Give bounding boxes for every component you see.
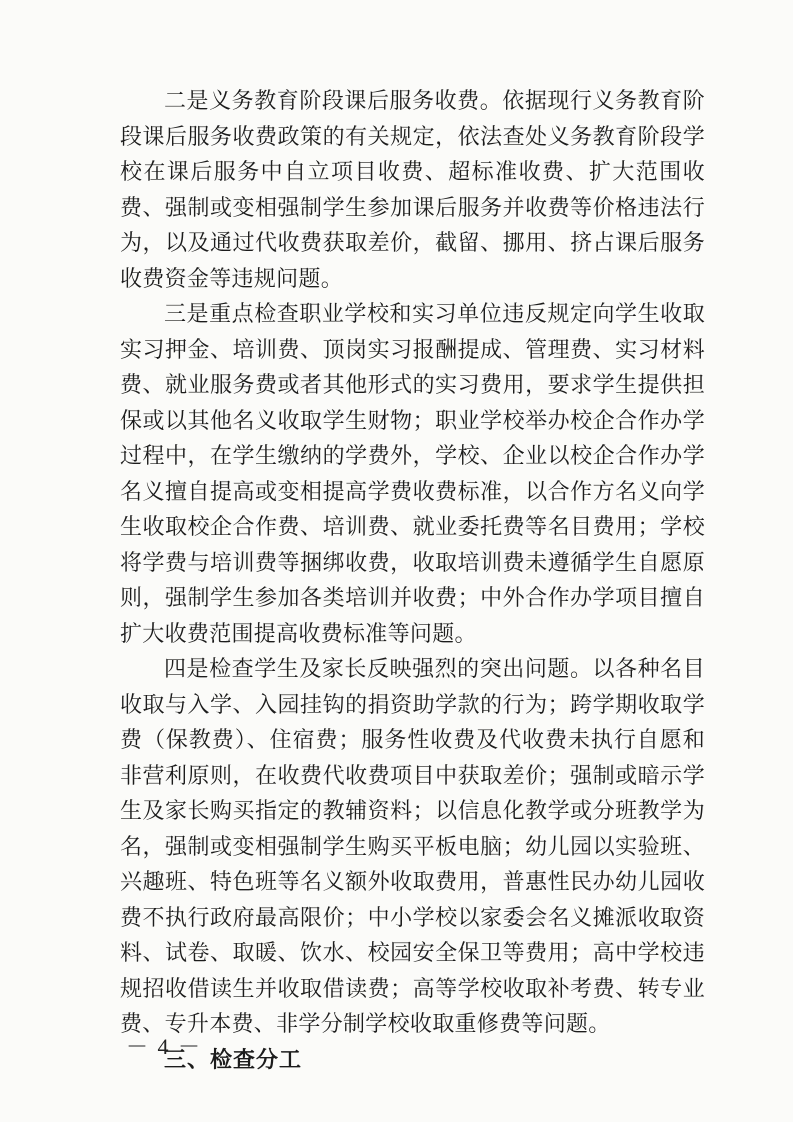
document-body [120, 84, 705, 1078]
paragraph-tuition-after-school: 二是义务教育阶段课后服务收费。依据现行义务教育阶段课后服务收费政策的有关规定，依法查处义务教育阶段学校在课后服务中自立项目收费、超标准收费、扩大范围收费、强制或变相强制学生参加课后服务并收费等价格违法行为，以及通过代收费获取差价，截留、挪用、挤占课后服务收费资金等违规问题。 [120, 89, 705, 292]
page-number: － 4 － [126, 1034, 203, 1059]
section-heading-inspection-division: 三、检查分工 [164, 1047, 303, 1073]
paragraph-parent-concerns: 四是检查学生及家长反映强烈的突出问题。以各种名目收取与入学、入园挂钩的捐资助学款的行为；跨学期收取学费（保教费）、住宿费；服务性收费及代收费未执行自愿和非营利原则，在收费代收费项目中获取差价；强制或暗示学生及家长购买指定的教辅资料；以信息化教学或分班教学为名，强制或变相强制学生购买平板电脑；幼儿园以实验班、兴趣班、特色班等名义额外收取费用，普惠性民办幼儿园收费不执行政府最高限价；中小学校以家委会名义摊派收取资料、试卷、取暖、饮水、校园安全保卫等费用；高中学校违规招收借读生并收取借读费；高等学校收取补考费、转专业费、专升本费、非学分制学校收取重修费等问题。 [120, 657, 705, 1037]
paragraph-vocational-internship: 三是重点检查职业学校和实习单位违反规定向学生收取实习押金、培训费、顶岗实习报酬提成、管理费、实习材料费、就业服务费或者其他形式的实习费用，要求学生提供担保或以其他名义收取学生财物；职业学校举办校企合作办学过程中，在学生缴纳的学费外，学校、企业以校企合作办学名义擅自提高或变相提高学费收费标准，以合作方名义向学生收取校企合作费、培训费、就业委托费等名目费用；学校将学费与培训费等捆绑收费，收取培训费未遵循学生自愿原则，强制学生参加各类培训并收费；中外合作办学项目擅自扩大收费范围提高收费标准等问题。 [120, 302, 705, 647]
